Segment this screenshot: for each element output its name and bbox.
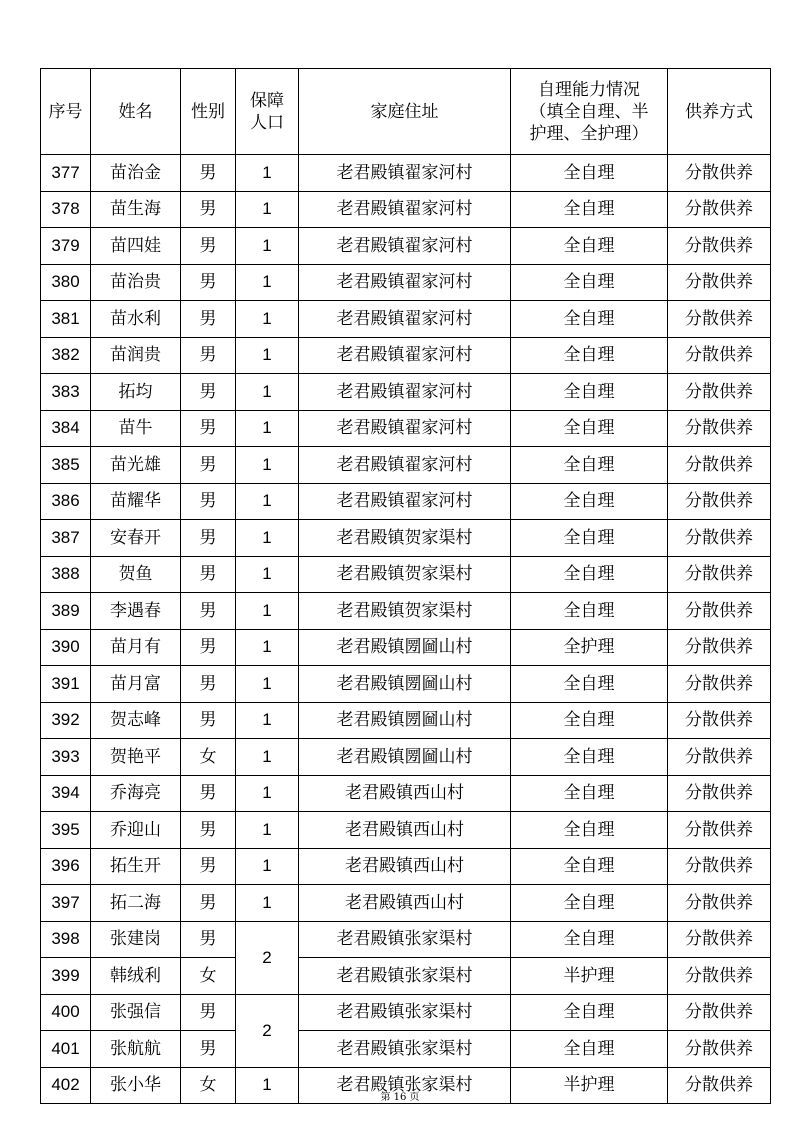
- table-row: [41, 374, 771, 411]
- cell-care: 分散供养: [668, 629, 771, 666]
- cell-seq: 386: [41, 483, 91, 520]
- cell-ability: 全自理: [511, 994, 668, 1031]
- cell-address: 老君殿镇张家渠村: [299, 994, 511, 1031]
- table-body: [41, 155, 771, 1104]
- cell-gender: 男: [181, 593, 236, 630]
- cell-ability: 全自理: [511, 410, 668, 447]
- cell-gender: 男: [181, 301, 236, 338]
- cell-support: 1: [236, 739, 299, 776]
- col-header-ability: [511, 69, 668, 155]
- cell-support: 1: [236, 301, 299, 338]
- cell-name: 苗治贵: [91, 264, 181, 301]
- cell-care: 分散供养: [668, 410, 771, 447]
- cell-name: 拓二海: [91, 885, 181, 922]
- cell-ability: 全自理: [511, 1031, 668, 1068]
- cell-name: 张建岗: [91, 921, 181, 958]
- table-row: [41, 812, 771, 849]
- cell-ability: 全自理: [511, 155, 668, 192]
- cell-gender: 男: [181, 374, 236, 411]
- cell-ability: 全自理: [511, 374, 668, 411]
- col-header-ability-line1: 自理能力情况: [538, 79, 640, 100]
- cell-name: 拓生开: [91, 848, 181, 885]
- cell-ability: 全自理: [511, 520, 668, 557]
- cell-care: 分散供养: [668, 1067, 771, 1104]
- table-row: [41, 301, 771, 338]
- cell-care: 分散供养: [668, 958, 771, 995]
- cell-ability: 全自理: [511, 483, 668, 520]
- cell-support: 1: [236, 556, 299, 593]
- cell-seq: 397: [41, 885, 91, 922]
- cell-seq: 402: [41, 1067, 91, 1104]
- cell-ability: 全自理: [511, 556, 668, 593]
- cell-name: 拓均: [91, 374, 181, 411]
- cell-support: 1: [236, 775, 299, 812]
- cell-gender: 男: [181, 848, 236, 885]
- col-header-ability-line2: （填全自理、半: [529, 101, 649, 122]
- cell-care: 分散供养: [668, 666, 771, 703]
- cell-care: 分散供养: [668, 447, 771, 484]
- cell-address: 老君殿镇翟家河村: [299, 191, 511, 228]
- cell-gender: 男: [181, 775, 236, 812]
- cell-seq: 377: [41, 155, 91, 192]
- cell-gender: 男: [181, 702, 236, 739]
- cell-support: 1: [236, 629, 299, 666]
- cell-name: 张强信: [91, 994, 181, 1031]
- table-row: [41, 739, 771, 776]
- cell-address: 老君殿镇贺家渠村: [299, 593, 511, 630]
- cell-care: 分散供养: [668, 191, 771, 228]
- cell-support: 1: [236, 702, 299, 739]
- cell-care: 分散供养: [668, 702, 771, 739]
- cell-ability: 全自理: [511, 739, 668, 776]
- col-header-name: 姓名: [91, 69, 181, 155]
- cell-name: 贺志峰: [91, 702, 181, 739]
- cell-support: 1: [236, 593, 299, 630]
- cell-ability: 全自理: [511, 812, 668, 849]
- cell-gender: 男: [181, 410, 236, 447]
- cell-support: 1: [236, 374, 299, 411]
- cell-support: 2: [236, 994, 299, 1067]
- cell-seq: 390: [41, 629, 91, 666]
- cell-address: 老君殿镇翟家河村: [299, 264, 511, 301]
- cell-name: 苗润贵: [91, 337, 181, 374]
- cell-name: 张航航: [91, 1031, 181, 1068]
- cell-ability: 半护理: [511, 1067, 668, 1104]
- table-row: [41, 483, 771, 520]
- cell-name: 苗牛: [91, 410, 181, 447]
- cell-name: 贺鱼: [91, 556, 181, 593]
- cell-seq: 394: [41, 775, 91, 812]
- cell-name: 苗四娃: [91, 228, 181, 265]
- cell-address: 老君殿镇西山村: [299, 885, 511, 922]
- cell-care: 分散供养: [668, 1031, 771, 1068]
- cell-name: 苗治金: [91, 155, 181, 192]
- cell-address: 老君殿镇翟家河村: [299, 447, 511, 484]
- cell-ability: 全自理: [511, 848, 668, 885]
- cell-name: 乔迎山: [91, 812, 181, 849]
- cell-address: 老君殿镇翟家河村: [299, 155, 511, 192]
- cell-name: 苗光雄: [91, 447, 181, 484]
- cell-address: 老君殿镇贺家渠村: [299, 520, 511, 557]
- table-row: [41, 848, 771, 885]
- cell-gender: 男: [181, 994, 236, 1031]
- cell-gender: 女: [181, 958, 236, 995]
- cell-care: 分散供养: [668, 264, 771, 301]
- table-row: [41, 666, 771, 703]
- table-row: [41, 1031, 771, 1068]
- table-row: [41, 885, 771, 922]
- cell-seq: 389: [41, 593, 91, 630]
- cell-care: 分散供养: [668, 520, 771, 557]
- cell-seq: 388: [41, 556, 91, 593]
- cell-seq: 392: [41, 702, 91, 739]
- cell-seq: 391: [41, 666, 91, 703]
- cell-care: 分散供养: [668, 228, 771, 265]
- cell-address: 老君殿镇西山村: [299, 812, 511, 849]
- cell-address: 老君殿镇张家渠村: [299, 1067, 511, 1104]
- cell-seq: 380: [41, 264, 91, 301]
- cell-ability: 全自理: [511, 666, 668, 703]
- cell-address: 老君殿镇翟家河村: [299, 228, 511, 265]
- cell-support: 1: [236, 155, 299, 192]
- table-row: [41, 228, 771, 265]
- cell-name: 乔海亮: [91, 775, 181, 812]
- col-header-support-line2: 人口: [250, 112, 284, 133]
- cell-gender: 男: [181, 1031, 236, 1068]
- page-number: 第 16 页: [380, 1092, 420, 1103]
- cell-name: 贺艳平: [91, 739, 181, 776]
- cell-gender: 男: [181, 885, 236, 922]
- cell-care: 分散供养: [668, 593, 771, 630]
- cell-support: 1: [236, 228, 299, 265]
- cell-care: 分散供养: [668, 921, 771, 958]
- cell-address: 老君殿镇圐圙山村: [299, 666, 511, 703]
- cell-name: 李遇春: [91, 593, 181, 630]
- cell-gender: 男: [181, 921, 236, 958]
- table-row: [41, 775, 771, 812]
- cell-address: 老君殿镇张家渠村: [299, 921, 511, 958]
- cell-support: 1: [236, 885, 299, 922]
- cell-address: 老君殿镇张家渠村: [299, 958, 511, 995]
- cell-gender: 女: [181, 739, 236, 776]
- table-row: [41, 958, 771, 995]
- cell-care: 分散供养: [668, 337, 771, 374]
- cell-gender: 男: [181, 520, 236, 557]
- cell-ability: 全自理: [511, 702, 668, 739]
- cell-seq: 382: [41, 337, 91, 374]
- table-row: [41, 629, 771, 666]
- cell-address: 老君殿镇西山村: [299, 775, 511, 812]
- header-row: [41, 69, 771, 155]
- cell-name: 韩绒利: [91, 958, 181, 995]
- col-header-ability-line3: 护理、全护理）: [529, 123, 649, 144]
- cell-ability: 全自理: [511, 191, 668, 228]
- cell-seq: 399: [41, 958, 91, 995]
- cell-name: 苗月有: [91, 629, 181, 666]
- cell-support: 1: [236, 520, 299, 557]
- table-row: [41, 921, 771, 958]
- cell-ability: 全自理: [511, 775, 668, 812]
- cell-seq: 379: [41, 228, 91, 265]
- cell-gender: 男: [181, 483, 236, 520]
- cell-support: 2: [236, 921, 299, 994]
- cell-address: 老君殿镇圐圙山村: [299, 702, 511, 739]
- cell-ability: 全自理: [511, 301, 668, 338]
- cell-gender: 女: [181, 1067, 236, 1104]
- cell-seq: 384: [41, 410, 91, 447]
- cell-seq: 383: [41, 374, 91, 411]
- cell-name: 张小华: [91, 1067, 181, 1104]
- cell-ability: 全护理: [511, 629, 668, 666]
- cell-seq: 387: [41, 520, 91, 557]
- cell-seq: 396: [41, 848, 91, 885]
- cell-gender: 男: [181, 155, 236, 192]
- cell-address: 老君殿镇张家渠村: [299, 1031, 511, 1068]
- cell-gender: 男: [181, 629, 236, 666]
- cell-care: 分散供养: [668, 848, 771, 885]
- cell-address: 老君殿镇圐圙山村: [299, 739, 511, 776]
- cell-gender: 男: [181, 666, 236, 703]
- cell-care: 分散供养: [668, 994, 771, 1031]
- cell-seq: 393: [41, 739, 91, 776]
- cell-address: 老君殿镇圐圙山村: [299, 629, 511, 666]
- cell-seq: 381: [41, 301, 91, 338]
- cell-support: 1: [236, 191, 299, 228]
- table-row: [41, 556, 771, 593]
- cell-seq: 378: [41, 191, 91, 228]
- table-row: [41, 447, 771, 484]
- cell-address: 老君殿镇翟家河村: [299, 374, 511, 411]
- cell-name: 苗水利: [91, 301, 181, 338]
- cell-ability: 全自理: [511, 264, 668, 301]
- cell-care: 分散供养: [668, 775, 771, 812]
- cell-support: 1: [236, 483, 299, 520]
- cell-support: 1: [236, 666, 299, 703]
- cell-support: 1: [236, 848, 299, 885]
- cell-care: 分散供养: [668, 155, 771, 192]
- cell-care: 分散供养: [668, 483, 771, 520]
- cell-gender: 男: [181, 447, 236, 484]
- cell-care: 分散供养: [668, 812, 771, 849]
- cell-seq: 400: [41, 994, 91, 1031]
- cell-ability: 全自理: [511, 921, 668, 958]
- table-row: [41, 337, 771, 374]
- cell-address: 老君殿镇西山村: [299, 848, 511, 885]
- cell-support: 1: [236, 410, 299, 447]
- cell-support: 1: [236, 1067, 299, 1104]
- col-header-address: 家庭住址: [299, 69, 511, 155]
- cell-gender: 男: [181, 228, 236, 265]
- cell-ability: 全自理: [511, 228, 668, 265]
- cell-support: 1: [236, 447, 299, 484]
- cell-care: 分散供养: [668, 301, 771, 338]
- cell-ability: 全自理: [511, 593, 668, 630]
- cell-gender: 男: [181, 556, 236, 593]
- cell-ability: 全自理: [511, 885, 668, 922]
- cell-seq: 395: [41, 812, 91, 849]
- cell-name: 苗耀华: [91, 483, 181, 520]
- cell-care: 分散供养: [668, 556, 771, 593]
- cell-support: 1: [236, 812, 299, 849]
- col-header-seq: 序号: [41, 69, 91, 155]
- cell-care: 分散供养: [668, 885, 771, 922]
- col-header-gender: 性别: [181, 69, 236, 155]
- table-row: [41, 155, 771, 192]
- col-header-support-line1: 保障: [250, 90, 284, 111]
- cell-support: 1: [236, 337, 299, 374]
- col-header-care: 供养方式: [668, 69, 771, 155]
- col-header-support: [236, 69, 299, 155]
- cell-seq: 398: [41, 921, 91, 958]
- cell-name: 安春开: [91, 520, 181, 557]
- cell-gender: 男: [181, 264, 236, 301]
- table-row: [41, 264, 771, 301]
- cell-address: 老君殿镇贺家渠村: [299, 556, 511, 593]
- cell-seq: 401: [41, 1031, 91, 1068]
- cell-support: 1: [236, 264, 299, 301]
- cell-ability: 全自理: [511, 337, 668, 374]
- cell-gender: 男: [181, 191, 236, 228]
- table-row: [41, 593, 771, 630]
- cell-care: 分散供养: [668, 374, 771, 411]
- cell-ability: 全自理: [511, 447, 668, 484]
- cell-seq: 385: [41, 447, 91, 484]
- table-row: [41, 410, 771, 447]
- cell-gender: 男: [181, 337, 236, 374]
- cell-address: 老君殿镇翟家河村: [299, 337, 511, 374]
- table-row: [41, 702, 771, 739]
- cell-care: 分散供养: [668, 739, 771, 776]
- cell-name: 苗月富: [91, 666, 181, 703]
- cell-gender: 男: [181, 812, 236, 849]
- cell-ability: 半护理: [511, 958, 668, 995]
- cell-name: 苗生海: [91, 191, 181, 228]
- table-row: [41, 520, 771, 557]
- cell-address: 老君殿镇翟家河村: [299, 483, 511, 520]
- table-row: [41, 994, 771, 1031]
- cell-address: 老君殿镇翟家河村: [299, 301, 511, 338]
- household-table: [40, 68, 771, 1104]
- table-row: [41, 191, 771, 228]
- cell-address: 老君殿镇翟家河村: [299, 410, 511, 447]
